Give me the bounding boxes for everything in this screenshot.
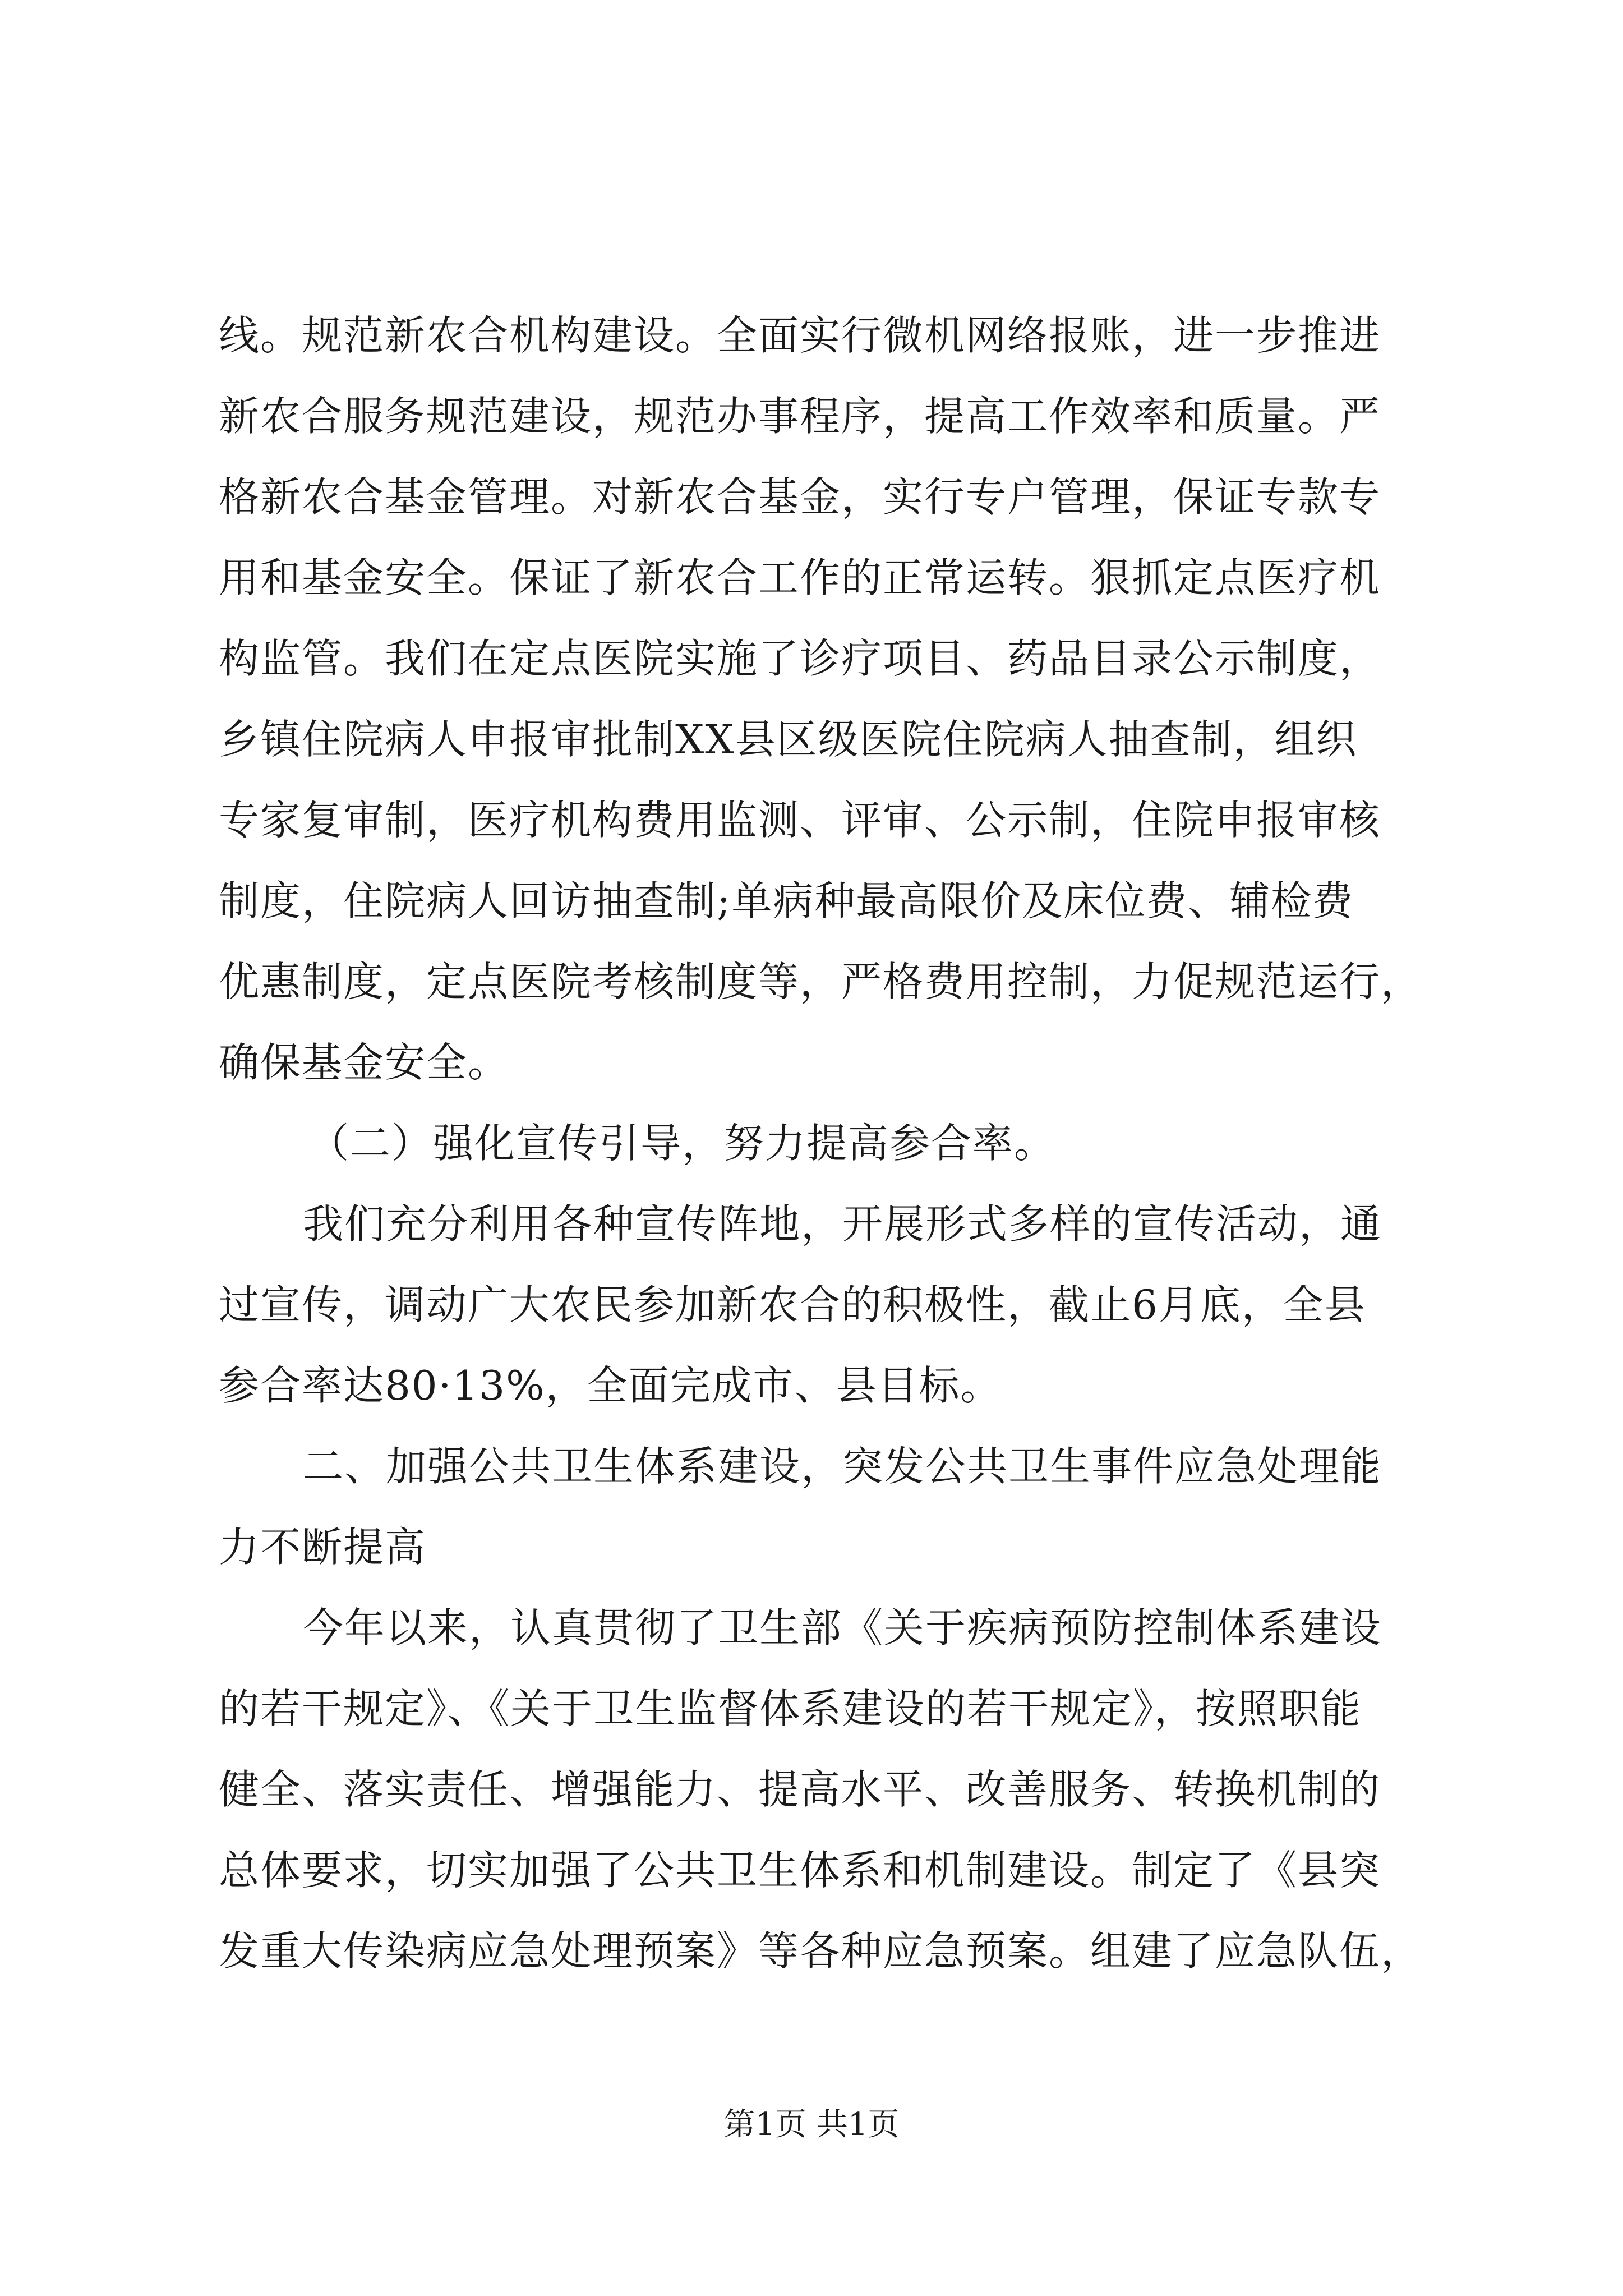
text-line-14: 参合率达80·13%，全面完成市、县目标。	[219, 1362, 1002, 1409]
text-line-8: 制度，住院病人回访抽查制;单病种最高限价及床位费、辅检费	[219, 877, 1354, 924]
text-line-9: 优惠制度，定点医院考核制度等，严格费用控制，力促规范运行，	[219, 958, 1423, 1005]
text-line-18: 的若干规定》、《关于卫生监督体系建设的若干规定》，按照职能	[219, 1685, 1362, 1732]
text-line-2: 新农合服务规范建设，规范办事程序，提高工作效率和质量。严	[219, 393, 1381, 440]
text-line-20: 总体要求，切实加强了公共卫生体系和机制建设。制定了《县突	[219, 1847, 1381, 1894]
text-line-12: 我们充分利用各种宣传阵地，开展形式多样的宣传活动，通	[303, 1200, 1382, 1248]
text-line-7: 专家复审制，医疗机构费用监测、评审、公示制，住院申报审核	[219, 797, 1381, 844]
text-line-17: 今年以来，认真贯彻了卫生部《关于疾病预防控制体系建设	[303, 1604, 1382, 1651]
text-line-3: 格新农合基金管理。对新农合基金，实行专户管理，保证专款专	[219, 473, 1381, 521]
page-footer: 第1页 共1页	[723, 2106, 900, 2143]
text-line-21: 发重大传染病应急处理预案》等各种应急预案。组建了应急队伍，	[219, 1927, 1423, 1975]
text-line-1: 线。规范新农合机构建设。全面实行微机网络报账，进一步推进	[219, 312, 1381, 359]
text-line-4: 用和基金安全。保证了新农合工作的正常运转。狠抓定点医疗机	[219, 554, 1381, 601]
section-heading-2: （二）强化宣传引导，努力提高参合率。	[308, 1120, 1056, 1167]
section-heading-line-2: 力不断提高	[219, 1524, 427, 1571]
text-line-13: 过宣传，调动广大农民参加新农合的积极性，截止6月底，全县	[219, 1281, 1366, 1328]
text-line-6: 乡镇住院病人申报审批制XX县区级医院住院病人抽查制，组织	[219, 716, 1358, 763]
text-line-10: 确保基金安全。	[219, 1039, 510, 1086]
text-line-5: 构监管。我们在定点医院实施了诊疗项目、药品目录公示制度，	[219, 635, 1381, 682]
text-line-19: 健全、落实责任、增强能力、提高水平、改善服务、转换机制的	[219, 1766, 1381, 1813]
section-heading-line-1: 二、加强公共卫生体系建设，突发公共卫生事件应急处理能	[303, 1443, 1382, 1490]
